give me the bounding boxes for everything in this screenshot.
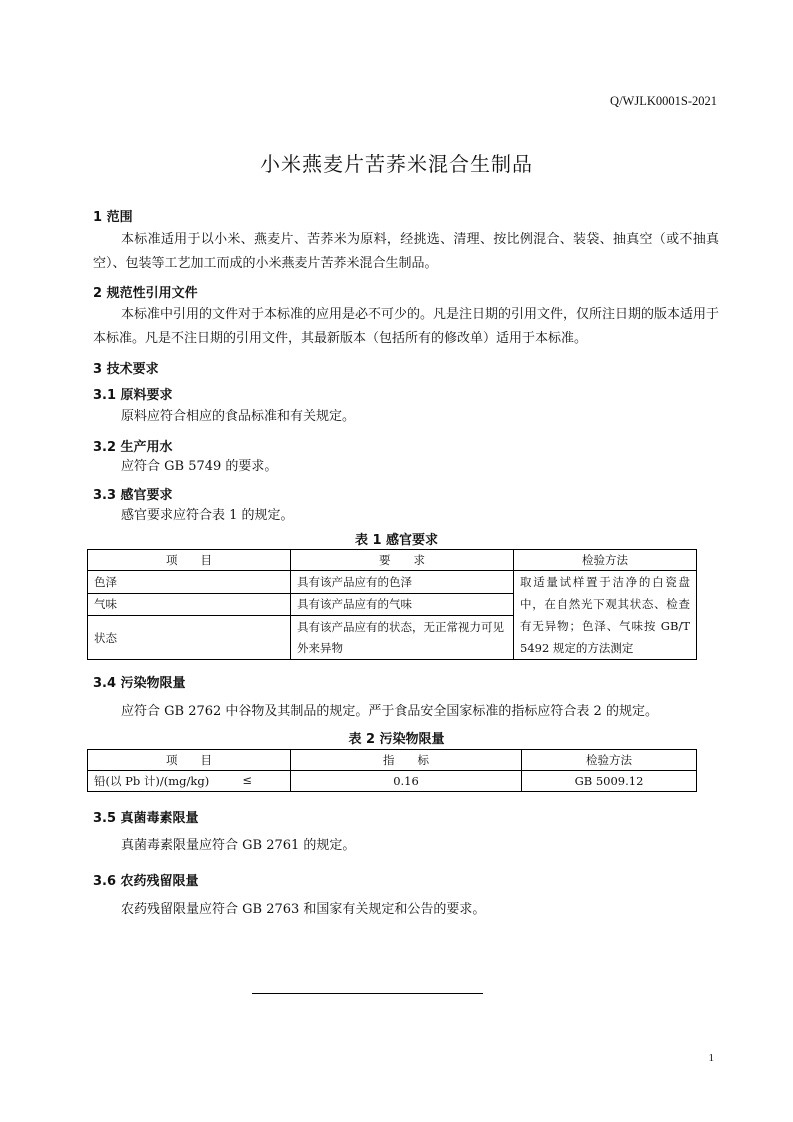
table-1-header-item: 项 目: [88, 550, 291, 571]
sensory-requirements-table: [87, 549, 697, 660]
table-1-item-state: 状态: [88, 616, 291, 660]
section-3-6-heading: 3.6 农药残留限量: [93, 874, 199, 889]
table-2-value-lead: 0.16: [291, 771, 522, 792]
section-3-3-heading: 3.3 感官要求: [93, 488, 173, 503]
section-2-heading: 2 规范性引用文件: [93, 286, 198, 301]
table-2-item-lead: [88, 771, 291, 792]
section-3-5-text: 真菌毒素限量应符合 GB 2761 的规定。: [121, 838, 356, 853]
table-2-header-method: 检验方法: [522, 750, 697, 771]
table-1-caption: 表 1 感官要求: [354, 533, 439, 548]
table-2-method-lead: GB 5009.12: [522, 771, 697, 792]
table-1-req-state: 具有该产品应有的状态，无正常视力可见外来异物: [291, 616, 514, 660]
section-3-2-heading: 3.2 生产用水: [93, 440, 173, 455]
table-2-header-value: 指 标: [291, 750, 522, 771]
section-3-5-heading: 3.5 真菌毒素限量: [93, 811, 199, 826]
table-2-header-item: 项 目: [88, 750, 291, 771]
end-rule: [252, 993, 483, 994]
section-3-1-heading: 3.1 原料要求: [93, 388, 173, 403]
table-1-req-odor: 具有该产品应有的气味: [291, 593, 514, 616]
table-1-req-color: 具有该产品应有的色泽: [291, 571, 514, 594]
table-2-caption: 表 2 污染物限量: [348, 732, 445, 747]
section-3-3-text: 感官要求应符合表 1 的规定。: [121, 508, 294, 523]
table-row: [88, 571, 697, 594]
section-3-heading: 3 技术要求: [93, 362, 159, 377]
table-1-item-color: 色泽: [88, 571, 291, 594]
table-1-header-requirement: 要 求: [291, 550, 514, 571]
table-row: [88, 771, 697, 792]
section-2-text: 本标准中引用的文件对于本标准的应用是必不可少的。凡是注日期的引用文件，仅所注日期的版本适用于本标准。凡是不注日期的引用文件，其最新版本（包括所有的修改单）适用于本标准。: [93, 307, 720, 346]
section-1-text: 本标准适用于以小米、燕麦片、苦荞米为原料，经挑选、清理、按比例混合、装袋、抽真空（或不抽真空）、包装等工艺加工而成的小米燕麦片苦荞米混合生制品。: [93, 232, 719, 271]
section-3-4-heading: 3.4 污染物限量: [93, 676, 186, 691]
document-title: 小米燕麦片苦荞米混合生制品: [260, 152, 533, 176]
section-3-6-text: 农药残留限量应符合 GB 2763 和国家有关规定和公告的要求。: [121, 902, 486, 917]
section-1-heading: 1 范围: [93, 210, 133, 225]
section-3-4-text: 应符合 GB 2762 中谷物及其制品的规定。严于食品安全国家标准的指标应符合表 2 的规定。: [121, 704, 658, 719]
table-1-method: 取适量试样置于洁净的白瓷盘中，在自然光下观其状态、检查有无异物；色泽、气味按 GB/T 5492 规定的方法测定: [514, 571, 697, 660]
section-3-2-text: 应符合 GB 5749 的要求。: [121, 459, 278, 474]
table-1-header-method: 检验方法: [514, 550, 697, 571]
table-1-item-odor: 气味: [88, 593, 291, 616]
document-code: Q/WJLK0001S-2021: [610, 94, 717, 108]
table-2-operator: ≤: [242, 773, 252, 787]
contaminant-limits-table: [87, 749, 697, 792]
section-3-1-text: 原料应符合相应的食品标准和有关规定。: [121, 409, 356, 424]
page-number: 1: [708, 1052, 714, 1064]
table-2-item-label: 铅(以 Pb 计)/(mg/kg): [94, 774, 210, 788]
